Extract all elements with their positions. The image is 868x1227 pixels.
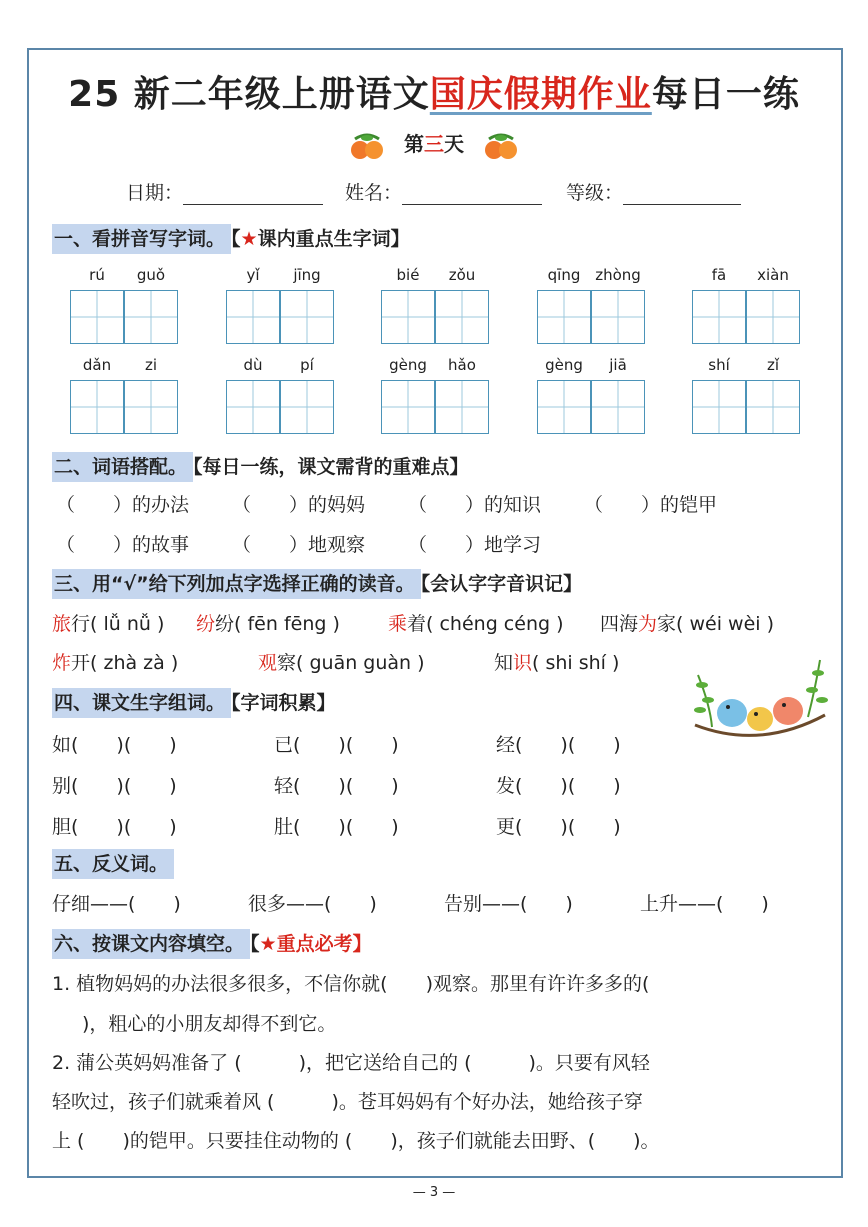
writing-box[interactable]	[70, 290, 124, 344]
writing-box[interactable]	[537, 380, 591, 434]
match-item: （ ）的办法	[56, 494, 190, 516]
pinyin-label: gèng	[389, 356, 427, 374]
writing-box[interactable]	[226, 290, 280, 344]
pinyin-label: yǐ	[246, 266, 260, 284]
pinyin-label: guǒ	[136, 266, 166, 284]
reading-item: 纷纷( fēn fēng )	[196, 613, 340, 635]
section-1-header: 一、看拼音写字词。 【★课内重点生字词】	[52, 224, 410, 251]
reading-item: 乘着( chéng céng )	[388, 613, 564, 635]
writing-box[interactable]	[591, 290, 645, 344]
reading-item: 四海为家( wéi wèi )	[600, 613, 775, 635]
date-field[interactable]: 日期：	[126, 178, 323, 205]
pinyin-label: dù	[243, 356, 263, 374]
word-group-item: 经( )( )	[496, 734, 621, 756]
pinyin-label: xiàn	[757, 266, 789, 284]
writing-box[interactable]	[692, 380, 746, 434]
name-field[interactable]: 姓名：	[345, 178, 542, 205]
pinyin-label: shí	[708, 356, 730, 374]
page-number: — 3 —	[412, 1185, 456, 1200]
grade-field[interactable]: 等级：	[566, 178, 741, 205]
birds-illustration	[690, 655, 830, 750]
writing-box[interactable]	[124, 380, 178, 434]
writing-box[interactable]	[435, 380, 489, 434]
match-item: （ ）的铠甲	[584, 494, 718, 516]
word-group-item: 轻( )( )	[274, 775, 399, 797]
pinyin-label: gèng	[545, 356, 583, 374]
pinyin-label: zǒu	[448, 266, 476, 284]
match-item: （ ）地观察	[232, 534, 366, 556]
reading-item: 观察( guān guàn )	[258, 652, 425, 674]
writing-box[interactable]	[280, 380, 334, 434]
section-2-header: 二、词语搭配。 【每日一练，课文需背的重难点】	[52, 452, 469, 479]
word-group-item: 别( )( )	[52, 775, 177, 797]
word-group-item: 胆( )( )	[52, 816, 177, 838]
match-item: （ ）的妈妈	[232, 494, 366, 516]
pinyin-label: rú	[89, 266, 105, 284]
match-item: （ ）的知识	[408, 494, 542, 516]
reading-item: 旅行( lǚ nǚ )	[52, 613, 165, 635]
word-group-item: 更( )( )	[496, 816, 621, 838]
pinyin-label: qīng	[547, 266, 581, 284]
pinyin-label: bié	[396, 266, 420, 284]
reading-item: 知识( shi shí )	[494, 652, 620, 674]
writing-box[interactable]	[70, 380, 124, 434]
pinyin-label: hǎo	[448, 356, 476, 374]
word-group-item: 发( )( )	[496, 775, 621, 797]
reading-item: 炸开( zhà zà )	[52, 652, 179, 674]
pinyin-label: dǎn	[82, 356, 112, 374]
antonym-item: 上升——( )	[640, 893, 769, 915]
word-group-item: 已( )( )	[274, 734, 399, 756]
writing-box[interactable]	[692, 290, 746, 344]
writing-box[interactable]	[226, 380, 280, 434]
orange-icon	[347, 131, 387, 161]
pinyin-label: jiā	[609, 356, 627, 374]
antonym-item: 告别——( )	[444, 893, 573, 915]
pinyin-label: zǐ	[766, 356, 780, 374]
orange-icon	[481, 131, 521, 161]
writing-box[interactable]	[124, 290, 178, 344]
writing-box[interactable]	[537, 290, 591, 344]
word-group-item: 肚( )( )	[274, 816, 399, 838]
pinyin-label: jīng	[293, 266, 321, 284]
pinyin-label: pí	[300, 356, 314, 374]
antonym-item: 仔细——( )	[52, 893, 181, 915]
fill-line: 1. 植物妈妈的办法很多很多，不信你就( )观察。那里有许许多多的(	[52, 973, 650, 995]
writing-box[interactable]	[746, 290, 800, 344]
fill-line: 轻吹过，孩子们就乘着风 ( )。苍耳妈妈有个好办法，她给孩子穿	[52, 1091, 643, 1113]
fill-line: 2. 蒲公英妈妈准备了 ( )，把它送给自己的 ( )。只要有风轻	[52, 1052, 650, 1074]
pinyin-label: zhòng	[595, 266, 641, 284]
fill-line: 上 ( )的铠甲。只要挂住动物的 ( )，孩子们就能去田野、( )。	[52, 1130, 660, 1152]
writing-box[interactable]	[381, 290, 435, 344]
section-6-header: 六、按课文内容填空。 【★重点必考】	[52, 929, 372, 956]
page-title: 25 新二年级上册语文国庆假期作业每日一练	[68, 74, 800, 115]
writing-box[interactable]	[280, 290, 334, 344]
match-item: （ ）地学习	[408, 534, 542, 556]
pinyin-label: fā	[711, 266, 727, 284]
match-item: （ ）的故事	[56, 534, 190, 556]
antonym-item: 很多——( )	[248, 893, 377, 915]
day-label: 第三天	[0, 128, 868, 161]
section-5-header: 五、反义词。	[52, 849, 174, 876]
word-group-item: 如( )( )	[52, 734, 177, 756]
pinyin-label: zi	[144, 356, 158, 374]
writing-box[interactable]	[591, 380, 645, 434]
fill-line: )，粗心的小朋友却得不到它。	[82, 1013, 337, 1035]
section-3-header: 三、用“√”给下列加点字选择正确的读音。 【会认字字音识记】	[52, 569, 582, 596]
writing-box[interactable]	[381, 380, 435, 434]
writing-box[interactable]	[746, 380, 800, 434]
writing-box[interactable]	[435, 290, 489, 344]
section-4-header: 四、课文生字组词。 【字词积累】	[52, 688, 336, 715]
